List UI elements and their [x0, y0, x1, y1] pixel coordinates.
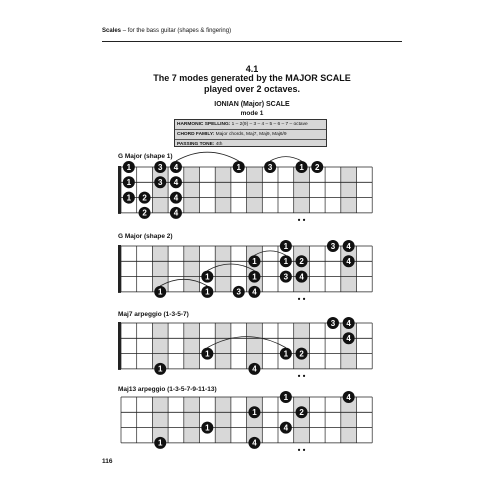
- mode-subtitle: mode 1: [240, 110, 264, 117]
- finger-number: 4: [299, 272, 304, 282]
- fret-shade: [247, 323, 263, 369]
- position-marker: [303, 298, 305, 300]
- fret-shade: [152, 246, 168, 292]
- finger-number: 4: [173, 193, 179, 203]
- fret-shade: [152, 323, 168, 369]
- fret-shade: [247, 167, 263, 213]
- fret-shade: [215, 246, 231, 292]
- finger-number: 3: [158, 162, 163, 172]
- finger-number: 1: [158, 287, 163, 297]
- position-marker: [298, 449, 300, 451]
- finger-number: 1: [126, 162, 132, 172]
- fret-shade: [184, 323, 200, 369]
- section-title-line-1: The 7 modes generated by the MAJOR SCALE: [153, 73, 351, 83]
- mode-name: IONIAN (Major) SCALE: [214, 101, 290, 108]
- finger-number: 1: [283, 349, 289, 359]
- finger-number: 3: [158, 178, 163, 188]
- info-harmonic-spelling: HARMONIC SPELLING: 1 – 2(9) – 3 – 4 – 5 – 6 – 7 – octave: [175, 120, 326, 130]
- finger-number: 4: [252, 438, 257, 448]
- finger-number: 1: [283, 257, 289, 267]
- finger-number: 3: [236, 287, 241, 297]
- section-title-line-2: played over 2 octaves.: [203, 84, 301, 94]
- finger-number: 4: [346, 392, 351, 402]
- finger-number: 4: [173, 208, 179, 218]
- position-marker: [303, 375, 305, 377]
- finger-number: 1: [299, 162, 304, 172]
- fret-shade: [215, 323, 231, 369]
- finger-number: 3: [283, 272, 289, 282]
- finger-number: 4: [173, 162, 179, 172]
- finger-number: 1: [126, 178, 132, 188]
- finger-number: 4: [346, 334, 351, 344]
- finger-number: 4: [283, 423, 289, 433]
- finger-number: 1: [126, 193, 132, 203]
- fret-shade: [294, 323, 310, 369]
- finger-number: 1: [252, 257, 257, 267]
- fret-shade: [184, 397, 200, 443]
- position-marker: [298, 375, 300, 377]
- header-subtitle: – for the bass guitar (shapes & fingering): [121, 28, 232, 34]
- finger-number: 2: [142, 193, 147, 203]
- fret-shade: [152, 167, 168, 213]
- finger-number: 2: [299, 408, 304, 418]
- finger-number: 4: [346, 241, 351, 251]
- diagram-label-maj13-arpeggio: Maj13 arpeggio (1-3-5-7-9-11-13): [118, 386, 217, 393]
- fret-shade: [294, 397, 310, 443]
- nut: [118, 245, 121, 293]
- finger-number: 1: [205, 272, 210, 282]
- fret-shade: [152, 397, 168, 443]
- finger-number: 2: [299, 349, 304, 359]
- fret-shade: [341, 167, 357, 213]
- fret-shade: [215, 167, 231, 213]
- finger-number: 1: [252, 408, 257, 418]
- position-marker: [298, 219, 300, 221]
- finger-number: 4: [346, 318, 351, 328]
- finger-number: 3: [330, 241, 336, 251]
- slide-arc: [176, 152, 239, 161]
- position-marker: [303, 449, 305, 451]
- fret-shade: [247, 397, 263, 443]
- position-marker: [303, 219, 305, 221]
- fret-shade: [341, 323, 357, 369]
- finger-number: 1: [283, 241, 289, 251]
- finger-number: 2: [315, 162, 320, 172]
- diagram-label-maj7-arpeggio: Maj7 arpeggio (1-3-5-7): [118, 311, 189, 318]
- finger-number: 1: [205, 349, 210, 359]
- finger-number: 1: [205, 287, 210, 297]
- fret-shade: [184, 167, 200, 213]
- finger-number: 2: [142, 208, 147, 218]
- finger-number: 4: [346, 257, 351, 267]
- finger-number: 2: [299, 257, 304, 267]
- section-number: 4.1: [245, 64, 259, 74]
- nut: [118, 322, 121, 370]
- info-chord-family: CHORD FAMILY: Major chords, Maj7, Maj9, Maj6/9: [175, 130, 326, 140]
- fret-shade: [341, 246, 357, 292]
- finger-number: 1: [205, 423, 210, 433]
- page-number: 116: [102, 458, 113, 465]
- info-passing-tone: PASSING TONE: 4th: [177, 142, 223, 147]
- fret-shade: [184, 246, 200, 292]
- position-marker: [298, 298, 300, 300]
- finger-number: 1: [236, 162, 241, 172]
- slide-arc: [270, 157, 301, 161]
- finger-number: 4: [252, 287, 257, 297]
- fret-shade: [294, 246, 310, 292]
- finger-number: 3: [267, 162, 273, 172]
- finger-number: 3: [330, 318, 336, 328]
- finger-number: 4: [252, 364, 257, 374]
- header-book-title: Scales: [102, 28, 122, 34]
- fret-shade: [341, 397, 357, 443]
- diagram-label-g-major-shape-1: G Major (shape 1): [118, 153, 173, 160]
- finger-number: 1: [283, 392, 289, 402]
- finger-number: 1: [158, 364, 163, 374]
- fret-shade: [294, 167, 310, 213]
- finger-number: 4: [173, 178, 179, 188]
- nut: [118, 166, 121, 214]
- diagram-label-g-major-shape-2: G Major (shape 2): [118, 233, 173, 240]
- finger-number: 1: [252, 272, 257, 282]
- fret-shade: [215, 397, 231, 443]
- finger-number: 1: [158, 438, 163, 448]
